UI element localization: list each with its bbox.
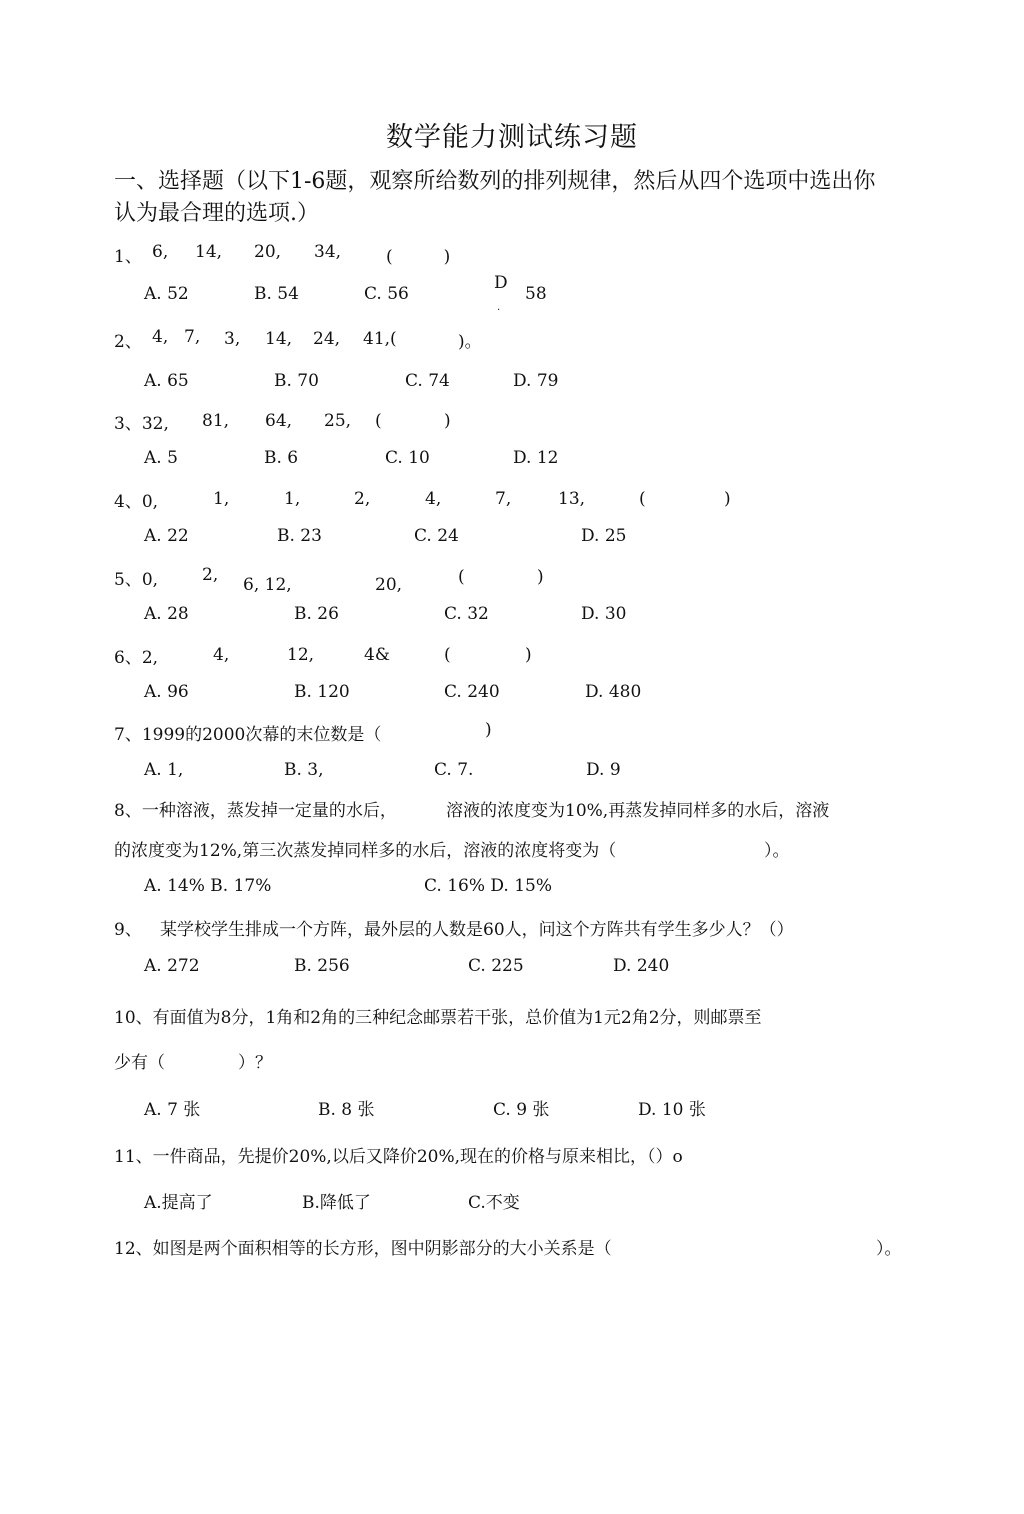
q6-paren-right: ) [525,645,532,665]
q1-option-d-value: 58 [525,284,547,304]
q8-line-1b: 溶液的浓度变为10%,再蒸发掉同样多的水后，溶液 [446,801,830,821]
q11-option-c: C.不变 [468,1193,520,1213]
q1-option-a: A. 52 [144,284,189,304]
q4-number: 4、0, [114,492,159,512]
q1-answer-paren: ( ) [386,247,451,267]
q1-term: 34, [314,242,342,262]
q4-term: 13, [558,489,586,509]
q5-option-b: B. 26 [294,604,339,624]
q9-text: 某学校学生排成一个方阵，最外层的人数是60人，问这个方阵共有学生多少人？（） [160,920,794,940]
q7-text: 7、1999的2000次幕的末位数是（ [114,725,382,745]
q2-term: 14, [265,329,293,349]
q6-option-c: C. 240 [444,682,500,702]
q1-option-d-dot: . [497,302,501,313]
section-heading [114,166,914,230]
q11-option-b: B.降低了 [302,1193,371,1213]
q6-term: 4& [364,645,390,665]
q4-option-a: A. 22 [144,526,189,546]
q4-term: 4, [425,489,442,509]
q6-paren-left: ( [444,645,451,665]
q2-option-d: D. 79 [513,371,559,391]
q5-term: 6, 12, [243,575,292,595]
q3-term: 81, [202,411,230,431]
q2-term: 4, [152,327,169,347]
q8-line-2b: ）。 [764,841,790,861]
q12-paren-right: ）。 [876,1239,902,1259]
q3-option-d: D. 12 [513,448,559,468]
q7-option-b: B. 3, [284,760,324,780]
q1-number: 1、 [114,247,142,267]
q4-paren-right: ) [724,489,731,509]
q3-paren-left: ( [375,411,382,431]
q10-line-1: 10、有面值为8分，1角和2角的三种纪念邮票若干张，总价值为1元2角2分，则邮票至 [114,1008,762,1028]
q2-term: 3, [224,329,241,349]
q3-option-c: C. 10 [385,448,430,468]
q5-number: 5、0, [114,570,159,590]
q8-options-ab: A. 14% B. 17% [144,876,272,896]
q10-line-2b: ）？ [238,1053,272,1073]
q2-option-c: C. 74 [405,371,450,391]
q6-term: 12, [287,645,315,665]
q2-term: 24, [313,329,341,349]
q4-option-c: C. 24 [414,526,459,546]
q6-term: 4, [213,645,230,665]
q9-option-c: C. 225 [468,956,524,976]
q7-option-a: A. 1, [144,760,184,780]
q5-term: 20, [375,575,403,595]
q3-term: 25, [324,411,352,431]
q3-option-b: B. 6 [264,448,299,468]
q3-paren-right: ) [444,411,451,431]
q2-term: 7, [184,327,201,347]
q6-option-d: D. 480 [585,682,642,702]
section-heading-line-2: 认为最合理的选项.） [114,201,319,226]
q9-number: 9、 [114,920,142,940]
q2-option-a: A. 65 [144,371,189,391]
q5-paren-left: ( [458,567,465,587]
q9-option-a: A. 272 [144,956,200,976]
q1-term: 6, [152,242,169,262]
q2-option-b: B. 70 [274,371,319,391]
q1-option-d-letter: D [494,273,508,293]
q1-option-c: C. 56 [364,284,409,304]
q10-option-a: A. 7 张 [144,1100,201,1120]
q5-paren-right: ) [537,567,544,587]
q8-options-cd: C. 16% D. 15% [424,876,553,896]
q10-option-b: B. 8 张 [318,1100,375,1120]
q4-paren-left: ( [639,489,646,509]
q11-option-a: A.提高了 [144,1193,213,1213]
q4-term: 7, [495,489,512,509]
q1-term: 14, [195,242,223,262]
q1-option-b: B. 54 [254,284,299,304]
q4-term: 2, [354,489,371,509]
q8-line-2a: 的浓度变为12%,第三次蒸发掉同样多的水后，溶液的浓度将变为（ [114,841,617,861]
q5-option-a: A. 28 [144,604,189,624]
q12-text: 12、如图是两个面积相等的长方形，图中阴影部分的大小关系是（ [114,1239,612,1259]
q8-line-1a: 8、一种溶液，蒸发掉一定量的水后， [114,801,397,821]
q11-text: 11、一件商品，先提价20%,以后又降价20%,现在的价格与原来相比，（）o [114,1147,683,1167]
q5-option-c: C. 32 [444,604,489,624]
q10-option-c: C. 9 张 [493,1100,550,1120]
q2-term: 41,( [363,329,397,349]
q4-option-d: D. 25 [581,526,627,546]
q4-option-b: B. 23 [277,526,322,546]
q6-option-b: B. 120 [294,682,350,702]
page-title: 数学能力测试练习题 [386,122,638,153]
q4-term: 1, [213,489,230,509]
q3-number: 3、32, [114,414,169,434]
q10-option-d: D. 10 张 [638,1100,706,1120]
q7-paren-right: ) [485,720,492,740]
q3-term: 64, [265,411,293,431]
q10-line-2a: 少有（ [114,1053,165,1073]
q6-option-a: A. 96 [144,682,189,702]
q5-term: 2, [202,565,219,585]
q3-option-a: A. 5 [144,448,178,468]
q4-term: 1, [284,489,301,509]
q2-answer-paren: )。 [458,332,482,352]
q2-number: 2、 [114,332,142,352]
q9-option-b: B. 256 [294,956,350,976]
q6-number: 6、2, [114,648,159,668]
q5-option-d: D. 30 [581,604,627,624]
q9-option-d: D. 240 [613,956,670,976]
q7-option-d: D. 9 [586,760,621,780]
q1-term: 20, [254,242,282,262]
section-heading-line-1: 一、选择题（以下1-6题，观察所给数列的排列规律，然后从四个选项中选出你 [114,169,876,194]
q7-option-c: C. 7. [434,760,474,780]
